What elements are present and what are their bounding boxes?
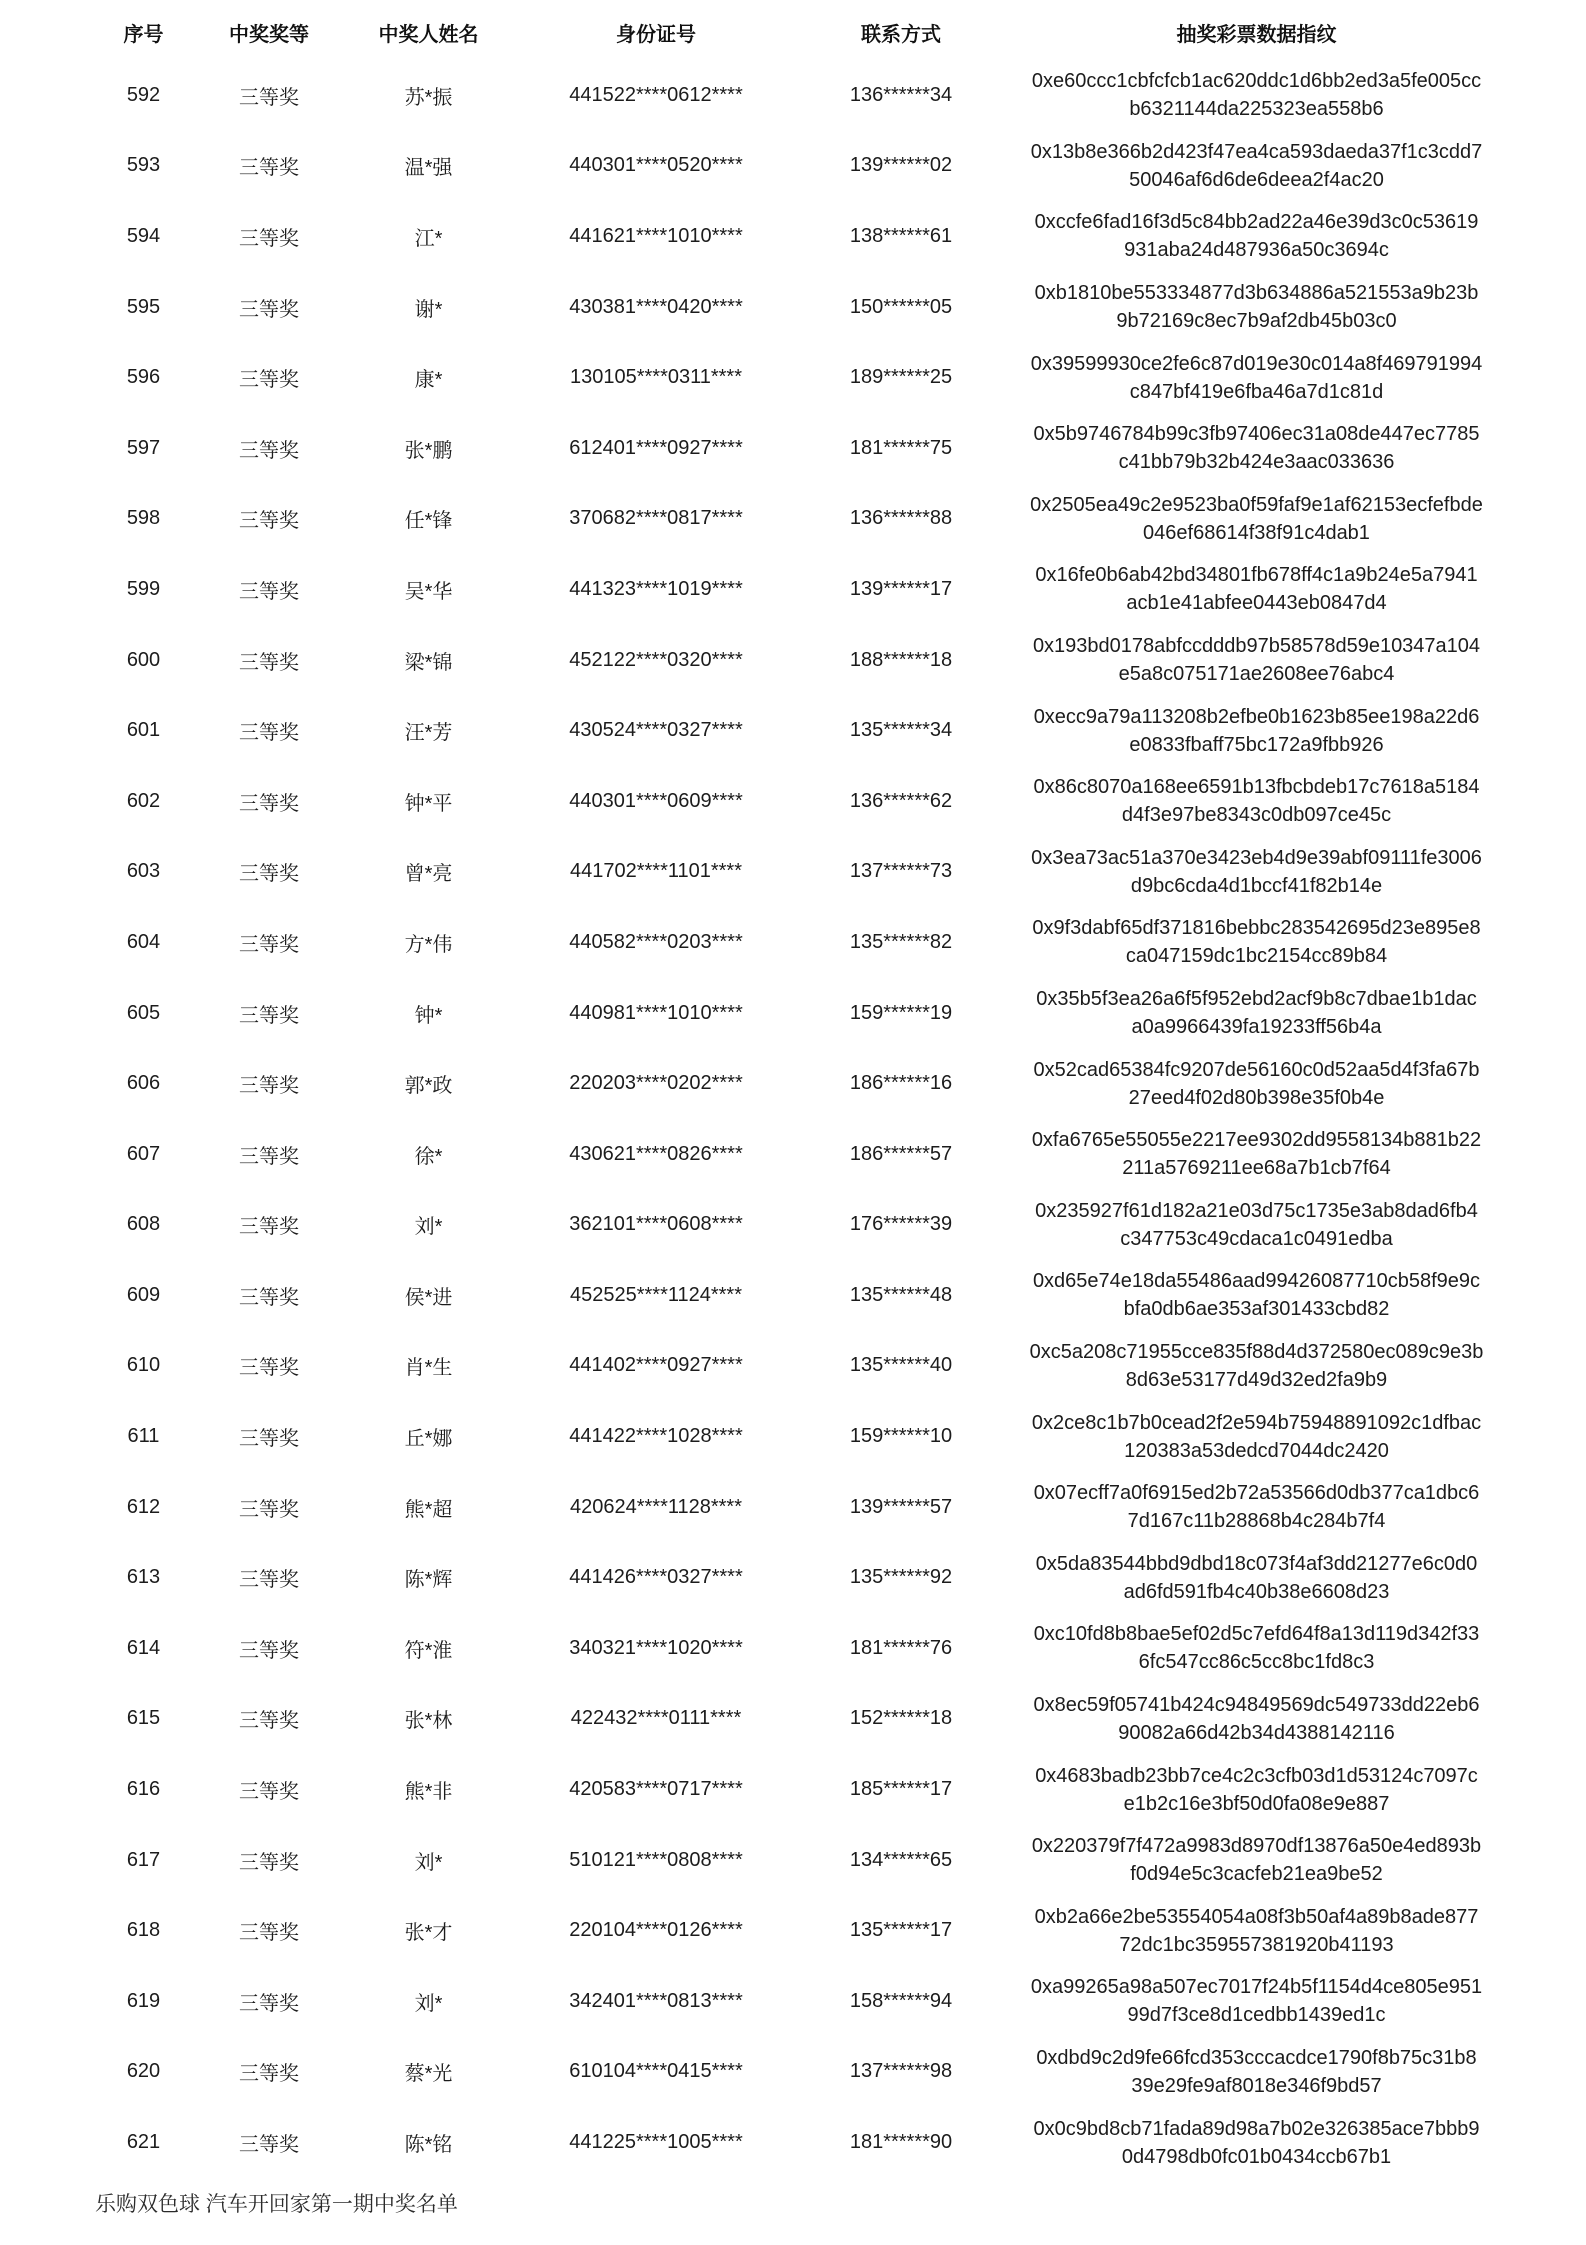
col-header-serial: 序号 — [123, 24, 164, 46]
cell-winner-name: 张*林 — [404, 1710, 453, 1733]
cell-ticket-fingerprint — [1011, 2037, 1502, 2108]
cell-winner-name: 梁*锦 — [404, 651, 453, 674]
hash-line: 0x13b8e366b2d423f47ea4ca593daeda37f1c3cdd7 — [1030, 140, 1483, 163]
hash-line: 120383a53dedcd7044dc2420 — [1124, 1439, 1389, 1462]
header-row — [85, 5, 1502, 60]
cell-ticket-fingerprint — [1011, 907, 1502, 978]
cell-prize-tier: 三等奖 — [239, 651, 299, 674]
hash-line: 0xb1810be553334877d3b634886a521553a9b23b — [1034, 282, 1479, 305]
table-row — [85, 978, 1502, 1049]
table-row — [85, 201, 1502, 272]
cell-contact: 181******90 — [849, 2131, 953, 2154]
cell-prize-tier: 三等奖 — [239, 227, 299, 250]
cell-contact: 158******94 — [849, 1989, 953, 2012]
cell-serial: 599 — [126, 577, 161, 600]
cell-ticket-fingerprint — [1011, 1613, 1502, 1684]
cell-prize-tier: 三等奖 — [239, 933, 299, 956]
cell-winner-name: 陈*辉 — [404, 1569, 453, 1592]
cell-winner-name: 汪*芳 — [404, 722, 453, 745]
table-row — [85, 1331, 1502, 1402]
cell-contact: 176******39 — [849, 1213, 953, 1236]
cell-id-number: 342401****0813**** — [569, 1989, 743, 2012]
cell-winner-name: 符*淮 — [404, 1639, 453, 1662]
cell-serial: 611 — [127, 1425, 160, 1448]
cell-id-number: 420624****1128**** — [569, 1495, 742, 1518]
hash-line: 0x86c8070a168ee6591b13fbcbdeb17c7618a5184 — [1033, 776, 1480, 799]
cell-serial: 594 — [126, 224, 161, 247]
table-row — [85, 1542, 1502, 1613]
cell-prize-tier: 三等奖 — [239, 439, 299, 462]
table-row — [85, 342, 1502, 413]
hash-line: 0xdbd9c2d9fe66fcd353cccacdce1790f8b75c31b8 — [1036, 2046, 1477, 2069]
cell-id-number: 441621****1010**** — [569, 224, 743, 247]
table-row — [85, 1684, 1502, 1755]
cell-contact: 135******34 — [849, 719, 953, 742]
cell-winner-name: 康* — [414, 369, 443, 392]
cell-id-number: 430621****0826**** — [569, 1142, 743, 1165]
cell-id-number: 452122****0320**** — [569, 648, 743, 671]
hash-line: a0a9966439fa19233ff56b4a — [1131, 1016, 1382, 1039]
table-row — [85, 60, 1502, 131]
cell-ticket-fingerprint — [1011, 1331, 1502, 1402]
table-row — [85, 1966, 1502, 2037]
cell-ticket-fingerprint — [1011, 1542, 1502, 1613]
hash-line: f0d94e5c3cacfeb21ea9be52 — [1130, 1863, 1383, 1886]
cell-serial: 601 — [126, 719, 161, 742]
cell-contact: 150******05 — [849, 295, 953, 318]
hash-line: 72dc1bc359557381920b41193 — [1119, 1933, 1394, 1956]
hash-line: 0xb2a66e2be53554054a08f3b50af4a89b8ade877 — [1034, 1905, 1479, 1928]
hash-line: 50046af6d6de6deea2f4ac20 — [1129, 168, 1384, 191]
table-row — [85, 131, 1502, 202]
cell-winner-name: 钟*平 — [404, 792, 453, 815]
cell-winner-name: 钟* — [414, 1004, 443, 1027]
cell-winner-name: 郭*政 — [404, 1075, 453, 1098]
cell-prize-tier: 三等奖 — [239, 580, 299, 603]
cell-prize-tier: 三等奖 — [239, 369, 299, 392]
cell-id-number: 422432****0111**** — [570, 1707, 742, 1730]
cell-prize-tier: 三等奖 — [239, 1075, 299, 1098]
cell-serial: 597 — [126, 436, 161, 459]
cell-contact: 135******17 — [849, 1919, 953, 1942]
cell-prize-tier: 三等奖 — [239, 1569, 299, 1592]
hash-line: c41bb79b32b424e3aac033636 — [1118, 451, 1395, 474]
cell-prize-tier: 三等奖 — [239, 1145, 299, 1168]
cell-prize-tier: 三等奖 — [239, 1851, 299, 1874]
hash-line: 0xc5a208c71955cce835f88d4d372580ec089c9e3b — [1029, 1340, 1484, 1363]
col-header-contact: 联系方式 — [861, 24, 941, 46]
cell-ticket-fingerprint — [1011, 60, 1502, 131]
cell-serial: 621 — [126, 2131, 161, 2154]
cell-serial: 596 — [126, 366, 161, 389]
table-row — [85, 1260, 1502, 1331]
cell-serial: 615 — [126, 1707, 161, 1730]
table-row — [85, 1825, 1502, 1896]
cell-ticket-fingerprint — [1011, 342, 1502, 413]
cell-prize-tier: 三等奖 — [239, 2063, 299, 2086]
cell-id-number: 441426****0327**** — [569, 1566, 743, 1589]
cell-contact: 134******65 — [849, 1848, 953, 1871]
hash-line: 0x193bd0178abfccdddb97b58578d59e10347a104 — [1032, 635, 1481, 658]
table-row — [85, 554, 1502, 625]
hash-line: 0x16fe0b6ab42bd34801fb678ff4c1a9b24e5a7941 — [1035, 564, 1478, 587]
cell-ticket-fingerprint — [1011, 625, 1502, 696]
cell-contact: 186******57 — [849, 1142, 953, 1165]
cell-winner-name: 江* — [414, 227, 443, 250]
cell-id-number: 420583****0717**** — [569, 1778, 743, 1801]
cell-serial: 600 — [126, 648, 161, 671]
cell-ticket-fingerprint — [1011, 766, 1502, 837]
cell-prize-tier: 三等奖 — [239, 1286, 299, 1309]
cell-contact: 186******16 — [849, 1072, 953, 1095]
cell-ticket-fingerprint — [1011, 695, 1502, 766]
cell-ticket-fingerprint — [1011, 978, 1502, 1049]
table-row — [85, 2037, 1502, 2108]
cell-ticket-fingerprint — [1011, 1895, 1502, 1966]
cell-winner-name: 徐* — [414, 1145, 443, 1168]
cell-serial: 606 — [126, 1072, 161, 1095]
cell-serial: 595 — [126, 295, 161, 318]
cell-ticket-fingerprint — [1011, 131, 1502, 202]
cell-ticket-fingerprint — [1011, 484, 1502, 555]
cell-contact: 139******17 — [849, 577, 953, 600]
hash-line: 0xa99265a98a507ec7017f24b5f1154d4ce805e951 — [1030, 1976, 1483, 1999]
cell-id-number: 440582****0203**** — [569, 930, 743, 953]
footer-note: 乐购双色球 汽车开回家第一期中奖名单 — [95, 2193, 458, 2216]
cell-serial: 598 — [126, 507, 161, 530]
cell-id-number: 220203****0202**** — [569, 1072, 743, 1095]
cell-id-number: 612401****0927**** — [569, 436, 743, 459]
table-row — [85, 413, 1502, 484]
table-row — [85, 1895, 1502, 1966]
hash-line: 0x2505ea49c2e9523ba0f59faf9e1af62153ecfefbde — [1030, 493, 1483, 516]
table-row — [85, 837, 1502, 908]
cell-winner-name: 张*鹏 — [404, 439, 453, 462]
cell-winner-name: 侯*进 — [404, 1286, 453, 1309]
hash-line: 90082a66d42b34d4388142116 — [1118, 1721, 1395, 1744]
cell-contact: 135******40 — [849, 1354, 953, 1377]
cell-winner-name: 熊*非 — [404, 1781, 453, 1804]
table-header — [85, 5, 1502, 60]
cell-serial: 592 — [126, 83, 161, 106]
hash-line: 6fc547cc86c5cc8bc1fd8c3 — [1138, 1651, 1375, 1674]
cell-prize-tier: 三等奖 — [239, 1781, 299, 1804]
hash-line: bfa0db6ae353af301433cbd82 — [1123, 1298, 1390, 1321]
cell-id-number: 362101****0608**** — [569, 1213, 743, 1236]
table-row — [85, 1472, 1502, 1543]
cell-ticket-fingerprint — [1011, 1260, 1502, 1331]
cell-serial: 604 — [126, 930, 161, 953]
cell-winner-name: 苏*振 — [404, 86, 453, 109]
hash-line: 0x3ea73ac51a370e3423eb4d9e39abf09111fe3006 — [1031, 846, 1482, 869]
hash-line: 211a5769211ee68a7b1cb7f64 — [1122, 1157, 1391, 1180]
table-row — [85, 1190, 1502, 1261]
cell-contact: 135******92 — [849, 1566, 953, 1589]
hash-line: 0x2ce8c1b7b0cead2f2e594b75948891092c1dfbac — [1031, 1411, 1482, 1434]
hash-line: d4f3e97be8343c0db097ce45c — [1121, 804, 1392, 827]
cell-prize-tier: 三等奖 — [239, 1004, 299, 1027]
hash-line: 8d63e53177d49d32ed2fa9b9 — [1125, 1368, 1388, 1391]
cell-serial: 619 — [126, 1989, 161, 2012]
cell-winner-name: 陈*铭 — [404, 2134, 453, 2157]
table-row — [85, 766, 1502, 837]
table-row — [85, 625, 1502, 696]
cell-prize-tier: 三等奖 — [239, 1216, 299, 1239]
cell-ticket-fingerprint — [1011, 1119, 1502, 1190]
cell-id-number: 440301****0520**** — [569, 154, 743, 177]
table-row — [85, 2107, 1502, 2178]
cell-contact: 139******57 — [849, 1495, 953, 1518]
cell-contact: 152******18 — [849, 1707, 953, 1730]
cell-winner-name: 熊*超 — [404, 1498, 453, 1521]
cell-winner-name: 刘* — [414, 1992, 443, 2015]
cell-id-number: 441402****0927**** — [569, 1354, 743, 1377]
hash-line: 0x0c9bd8cb71fada89d98a7b02e326385ace7bbb9 — [1033, 2117, 1480, 2140]
hash-line: 0x9f3dabf65df371816bebbc283542695d23e895e8 — [1032, 917, 1481, 940]
cell-id-number: 441522****0612**** — [569, 83, 743, 106]
cell-winner-name: 任*锋 — [404, 510, 453, 533]
cell-id-number: 430524****0327**** — [569, 719, 743, 742]
cell-contact: 181******76 — [849, 1636, 953, 1659]
cell-serial: 608 — [126, 1213, 161, 1236]
hash-line: e0833fbaff75bc172a9fbb926 — [1129, 733, 1384, 756]
cell-serial: 610 — [126, 1354, 161, 1377]
cell-prize-tier: 三等奖 — [239, 1922, 299, 1945]
cell-ticket-fingerprint — [1011, 1684, 1502, 1755]
cell-id-number: 510121****0808**** — [569, 1848, 743, 1871]
table-row — [85, 1613, 1502, 1684]
cell-winner-name: 蔡*光 — [404, 2063, 453, 2086]
hash-line: 0x235927f61d182a21e03d75c1735e3ab8dad6fb4 — [1035, 1199, 1478, 1222]
cell-winner-name: 张*才 — [404, 1922, 453, 1945]
hash-line: 0xd65e74e18da55486aad99426087710cb58f9e9c — [1032, 1270, 1481, 1293]
cell-id-number: 441422****1028**** — [569, 1425, 743, 1448]
cell-serial: 616 — [126, 1778, 161, 1801]
cell-serial: 613 — [126, 1566, 161, 1589]
cell-serial: 605 — [126, 1001, 161, 1024]
cell-winner-name: 方*伟 — [404, 933, 453, 956]
cell-contact: 139******02 — [849, 154, 953, 177]
hash-line: 0x35b5f3ea26a6f5f952ebd2acf9b8c7dbae1b1dac — [1036, 988, 1477, 1011]
cell-winner-name: 肖*生 — [404, 1357, 453, 1380]
hash-line: 0x5b9746784b99c3fb97406ec31a08de447ec7785 — [1033, 423, 1480, 446]
table-row — [85, 907, 1502, 978]
cell-prize-tier: 三等奖 — [239, 1710, 299, 1733]
table-row — [85, 1048, 1502, 1119]
cell-ticket-fingerprint — [1011, 1190, 1502, 1261]
cell-winner-name: 丘*娜 — [404, 1428, 453, 1451]
cell-id-number: 440301****0609**** — [569, 789, 743, 812]
hash-line: 0xccfe6fad16f3d5c84bb2ad22a46e39d3c0c53619 — [1034, 211, 1479, 234]
cell-contact: 159******19 — [849, 1001, 953, 1024]
cell-contact: 138******61 — [849, 224, 953, 247]
cell-ticket-fingerprint — [1011, 1966, 1502, 2037]
cell-serial: 617 — [126, 1848, 161, 1871]
hash-line: c847bf419e6fba46a7d1c81d — [1129, 380, 1384, 403]
cell-ticket-fingerprint — [1011, 413, 1502, 484]
cell-ticket-fingerprint — [1011, 1754, 1502, 1825]
hash-line: 0xecc9a79a113208b2efbe0b1623b85ee198a22d6 — [1033, 705, 1480, 728]
cell-winner-name: 谢* — [414, 298, 443, 321]
hash-line: 0x07ecff7a0f6915ed2b72a53566d0db377ca1dbc6 — [1033, 1482, 1480, 1505]
cell-contact: 181******75 — [849, 436, 953, 459]
hash-line: 27eed4f02d80b398e35f0b4e — [1128, 1086, 1385, 1109]
cell-contact: 136******34 — [849, 83, 953, 106]
cell-prize-tier: 三等奖 — [239, 722, 299, 745]
cell-prize-tier: 三等奖 — [239, 1992, 299, 2015]
cell-prize-tier: 三等奖 — [239, 157, 299, 180]
cell-serial: 603 — [126, 860, 161, 883]
cell-winner-name: 刘* — [414, 1216, 443, 1239]
cell-prize-tier: 三等奖 — [239, 2134, 299, 2157]
cell-prize-tier: 三等奖 — [239, 298, 299, 321]
winners-table — [85, 5, 1502, 2178]
cell-ticket-fingerprint — [1011, 554, 1502, 625]
cell-id-number: 440981****1010**** — [569, 1001, 743, 1024]
hash-line: 0x220379f7f472a9983d8970df13876a50e4ed893b — [1031, 1835, 1482, 1858]
col-header-ticket-fingerprint: 抽奖彩票数据指纹 — [1176, 24, 1337, 46]
cell-id-number: 430381****0420**** — [569, 295, 743, 318]
cell-serial: 602 — [126, 789, 161, 812]
cell-ticket-fingerprint — [1011, 837, 1502, 908]
col-header-id-number: 身份证号 — [616, 24, 696, 46]
table-row — [85, 1754, 1502, 1825]
cell-ticket-fingerprint — [1011, 2107, 1502, 2178]
cell-id-number: 610104****0415**** — [569, 2060, 743, 2083]
cell-winner-name: 刘* — [414, 1851, 443, 1874]
table-row — [85, 1401, 1502, 1472]
cell-contact: 137******73 — [849, 860, 953, 883]
cell-contact: 137******98 — [849, 2060, 953, 2083]
cell-serial: 620 — [126, 2060, 161, 2083]
cell-serial: 593 — [126, 154, 161, 177]
cell-prize-tier: 三等奖 — [239, 510, 299, 533]
hash-line: 931aba24d487936a50c3694c — [1124, 239, 1389, 262]
cell-serial: 607 — [126, 1142, 161, 1165]
hash-line: c347753c49cdaca1c0491edba — [1120, 1227, 1393, 1250]
cell-prize-tier: 三等奖 — [239, 1428, 299, 1451]
cell-ticket-fingerprint — [1011, 1048, 1502, 1119]
hash-line: 0x8ec59f05741b424c94849569dc549733dd22eb6 — [1033, 1693, 1480, 1716]
cell-serial: 614 — [126, 1636, 161, 1659]
cell-contact: 188******18 — [849, 648, 953, 671]
hash-line: e5a8c075171ae2608ee76abc4 — [1118, 663, 1395, 686]
table-row — [85, 1119, 1502, 1190]
hash-line: e1b2c16e3bf50d0fa08e9e887 — [1123, 1792, 1390, 1815]
cell-serial: 609 — [126, 1283, 161, 1306]
cell-id-number: 441225****1005**** — [569, 2131, 743, 2154]
hash-line: b6321144da225323ea558b6 — [1129, 98, 1384, 121]
cell-contact: 159******10 — [849, 1425, 953, 1448]
cell-ticket-fingerprint — [1011, 1472, 1502, 1543]
table-body — [85, 60, 1502, 2178]
cell-contact: 185******17 — [849, 1778, 953, 1801]
hash-line: 0xfa6765e55055e2217ee9302dd9558134b881b22 — [1031, 1129, 1482, 1152]
cell-ticket-fingerprint — [1011, 201, 1502, 272]
cell-prize-tier: 三等奖 — [239, 1357, 299, 1380]
cell-serial: 612 — [126, 1495, 161, 1518]
hash-line: ad6fd591fb4c40b38e6608d23 — [1123, 1580, 1390, 1603]
hash-line: 0x4683badb23bb7ce4c2c3cfb03d1d53124c7097c — [1035, 1764, 1478, 1787]
cell-contact: 136******88 — [849, 507, 953, 530]
cell-ticket-fingerprint — [1011, 1401, 1502, 1472]
cell-contact: 189******25 — [849, 366, 953, 389]
cell-prize-tier: 三等奖 — [239, 1639, 299, 1662]
table-row — [85, 272, 1502, 343]
cell-id-number: 220104****0126**** — [569, 1919, 743, 1942]
table-row — [85, 695, 1502, 766]
hash-line: 046ef68614f38f91c4dab1 — [1143, 521, 1370, 544]
cell-id-number: 441702****1101**** — [569, 860, 742, 883]
col-header-winner-name: 中奖人姓名 — [378, 24, 479, 46]
cell-prize-tier: 三等奖 — [239, 863, 299, 886]
cell-prize-tier: 三等奖 — [239, 792, 299, 815]
cell-contact: 135******82 — [849, 930, 953, 953]
cell-winner-name: 曾*亮 — [404, 863, 453, 886]
hash-line: acb1e41abfee0443eb0847d4 — [1126, 592, 1387, 615]
hash-line: d9bc6cda4d1bccf41f82b14e — [1130, 874, 1383, 897]
cell-id-number: 452525****1124**** — [569, 1283, 742, 1306]
cell-id-number: 340321****1020**** — [569, 1636, 743, 1659]
table-row — [85, 484, 1502, 555]
cell-serial: 618 — [126, 1919, 161, 1942]
cell-id-number: 441323****1019**** — [569, 577, 743, 600]
cell-prize-tier: 三等奖 — [239, 1498, 299, 1521]
hash-line: 0xe60ccc1cbfcfcb1ac620ddc1d6bb2ed3a5fe005cc — [1031, 70, 1482, 93]
hash-line: 7d167c11b28868b4c284b7f4 — [1127, 1510, 1386, 1533]
hash-line: ca047159dc1bc2154cc89b84 — [1125, 945, 1388, 968]
cell-ticket-fingerprint — [1011, 272, 1502, 343]
cell-prize-tier: 三等奖 — [239, 86, 299, 109]
cell-ticket-fingerprint — [1011, 1825, 1502, 1896]
hash-line: 0d4798db0fc01b0434ccb67b1 — [1121, 2145, 1392, 2168]
hash-line: 0xc10fd8b8bae5ef02d5c7efd64f8a13d119d342f33 — [1033, 1623, 1480, 1646]
hash-line: 0x39599930ce2fe6c87d019e30c014a8f469791994 — [1030, 352, 1483, 375]
cell-winner-name: 温*强 — [404, 157, 453, 180]
hash-line: 0x52cad65384fc9207de56160c0d52aa5d4f3fa67b — [1033, 1058, 1480, 1081]
cell-contact: 136******62 — [849, 789, 953, 812]
cell-winner-name: 吴*华 — [404, 580, 453, 603]
hash-line: 99d7f3ce8d1cedbb1439ed1c — [1127, 2004, 1386, 2027]
cell-contact: 135******48 — [849, 1283, 953, 1306]
hash-line: 39e29fe9af8018e346f9bd57 — [1131, 2074, 1382, 2097]
col-header-prize-tier: 中奖奖等 — [229, 24, 309, 46]
hash-line: 9b72169c8ec7b9af2db45b03c0 — [1116, 310, 1397, 333]
cell-id-number: 370682****0817**** — [569, 507, 743, 530]
cell-id-number: 130105****0311**** — [569, 366, 742, 389]
hash-line: 0x5da83544bbd9dbd18c073f4af3dd21277e6c0d0 — [1035, 1552, 1478, 1575]
